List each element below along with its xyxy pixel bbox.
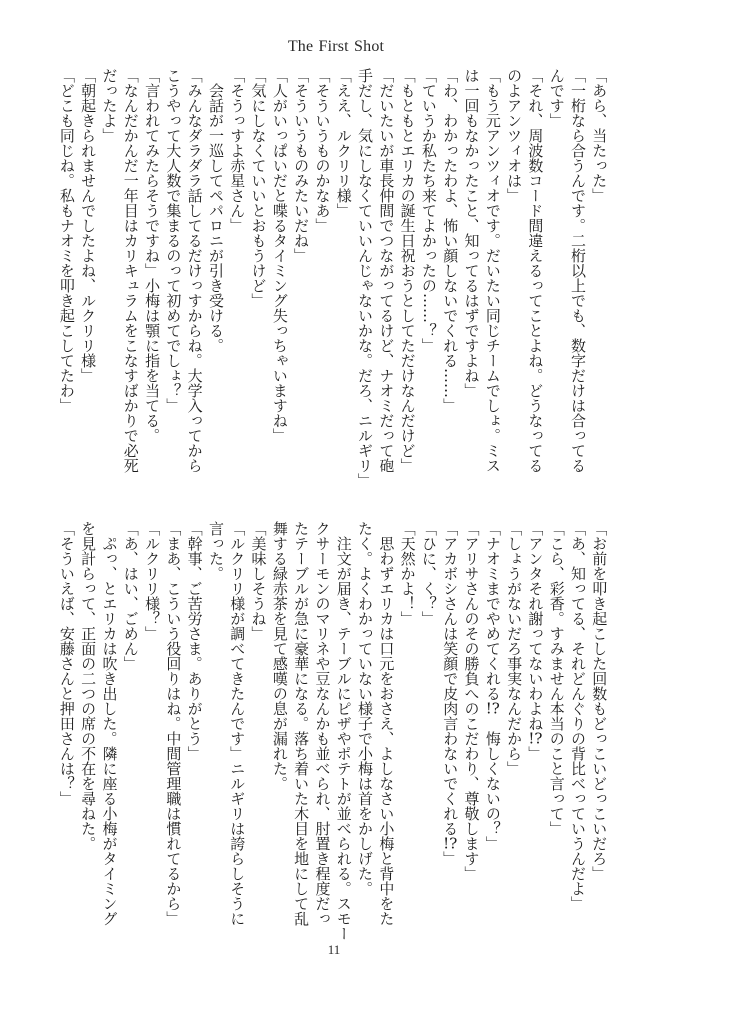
text-column: 「ていうか私たち来てよかったの……？」 — [419, 68, 438, 353]
text-column: 「もともとエリカの誕生日祝おうとしてただけなんだけど」 — [398, 68, 417, 473]
text-column: たテーブルが急に豪華になる。落ち着いた木目を地にして乱 — [292, 521, 311, 926]
text-column: 「わ、わかったわよ、怖い顔しないでくれる……」 — [441, 68, 460, 413]
text-column: んです」 — [547, 68, 566, 128]
text-column: 「気にしなくていいとおもうけど」 — [249, 68, 268, 308]
text-column: 「それ、周波数コード間違えるってことよね。どうなってる — [526, 68, 545, 473]
text-column: 舞する緑赤茶を見て感嘆の息が漏れた。 — [270, 521, 289, 791]
text-column: 「そうっすよ赤星さん」 — [228, 68, 247, 233]
text-column: 注文が届き、テーブルにピザやポテトが並べられる。スモー — [334, 521, 353, 941]
text-column: 「人がいっぱいだと喋るタイミング失っちゃいますね」 — [270, 68, 289, 443]
text-column: 会話が一巡してペパロニが引き受ける。 — [206, 68, 225, 353]
text-column: は一回もなかったこと、知ってるはずですよね」 — [462, 68, 481, 398]
text-column: 「天然かよ！」 — [398, 521, 417, 626]
text-column: だったよ」 — [100, 68, 119, 143]
text-column: のよアンツィオは」 — [505, 68, 524, 203]
text-column: 「あ、知ってる、それどんぐりの背比べっていうんだよ」 — [569, 521, 587, 911]
text-column: 「みんなダラダラ話してるだけっすからね。大学入ってから — [185, 68, 204, 473]
text-column: 「そういえば、安藤さんと押田さんは？」 — [57, 521, 76, 806]
text-column: 「お前を叩き起こした回数もどっこいどっこいだろ」 — [590, 521, 609, 881]
text-column: 言った。 — [206, 521, 225, 581]
text-column: 「なんだかんだ一年目はカリキュラムをこなすばかりで必死 — [121, 68, 140, 473]
text-column: 「ひに、く？」 — [419, 521, 438, 626]
text-column: 「あ、はい、ごめん」 — [121, 521, 140, 671]
text-column: 「言われてみたらそうですね」小梅は顎に指を当てる。 — [143, 68, 162, 443]
text-column: 「どこも同じね。私もナオミを叩き起こしてたわ」 — [57, 68, 76, 413]
text-column: 「まあ、こういう役回りはね。中間管理職は慣れてるから」 — [164, 521, 183, 926]
text-column: 「もう元アンツィオです。だいたい同じチームでしょ。ミス — [483, 68, 502, 473]
text-column: たく。よくわかっていない様子で小梅は首をかしげた。 — [356, 521, 375, 896]
text-column: 「アンタそれ謝ってないわよね!?」 — [526, 521, 545, 761]
page-number: 11 — [327, 942, 341, 957]
exclamation-question-mark: !? — [485, 701, 500, 716]
upper-text-block — [56, 68, 610, 498]
lower-text-block — [56, 521, 610, 951]
text-column: ぷっ、とエリカは吹き出した。隣に座る小梅がタイミング — [100, 521, 119, 926]
text-column: 「ルクリリ様が調べてきたんです」ニルギリは誇らしそうに — [228, 521, 247, 926]
running-title: The First Shot — [287, 38, 385, 55]
text-column: を見計らって、正面の二つの席の不在を尋ねた。 — [79, 521, 98, 851]
text-column: 「幹事、ご苦労さま。ありがとう」 — [185, 521, 204, 761]
text-column: 「朝起きられませんでしたよね、ルクリリ様」 — [79, 68, 98, 383]
text-column: 「一桁なら合うんです。二桁以上でも、数字だけは合ってる — [569, 68, 587, 473]
text-column: 「あら、当たった」 — [590, 68, 609, 203]
exclamation-question-mark: !? — [443, 836, 458, 851]
text-column: 「だいたいが車長仲間でつながってるけど、ナオミだって砲 — [377, 68, 396, 473]
text-column: 「ルクリリ様？」 — [143, 521, 162, 641]
text-column: 「そういうものかなあ」 — [313, 68, 332, 233]
text-column: 「美味しそうね」 — [249, 521, 268, 641]
text-column: 「ええ、ルクリリ様」 — [334, 68, 353, 218]
text-column: 「そういうものみたいだね」 — [292, 68, 311, 263]
text-column: 手だし、気にしなくていいんじゃないかな。だろ、ニルギリ」 — [356, 68, 375, 488]
text-column: クサーモンのマリネや豆なんかも並べられ、肘置き程度だっ — [313, 521, 332, 926]
text-column: 「アリサさんのその勝負へのこだわり、尊敬します」 — [462, 521, 481, 881]
text-column: 「しょうがないだろ事実なんだから」 — [505, 521, 524, 776]
text-column: 「アカボシさんは笑顔で皮肉言わないでくれる!?」 — [441, 521, 460, 866]
text-column: こうやって大人数で集まるのって初めてでしょ？」 — [164, 68, 183, 413]
exclamation-question-mark: !? — [528, 731, 543, 746]
text-column: 「こら、彩香。すみません本当のこと言って」 — [547, 521, 566, 836]
text-column: 「ナオミまでやめてくれる!? 悔しくないの？」 — [483, 521, 502, 851]
text-column: 思わずエリカは口元をおさえ、よしなさい小梅と背中をた — [377, 521, 396, 926]
